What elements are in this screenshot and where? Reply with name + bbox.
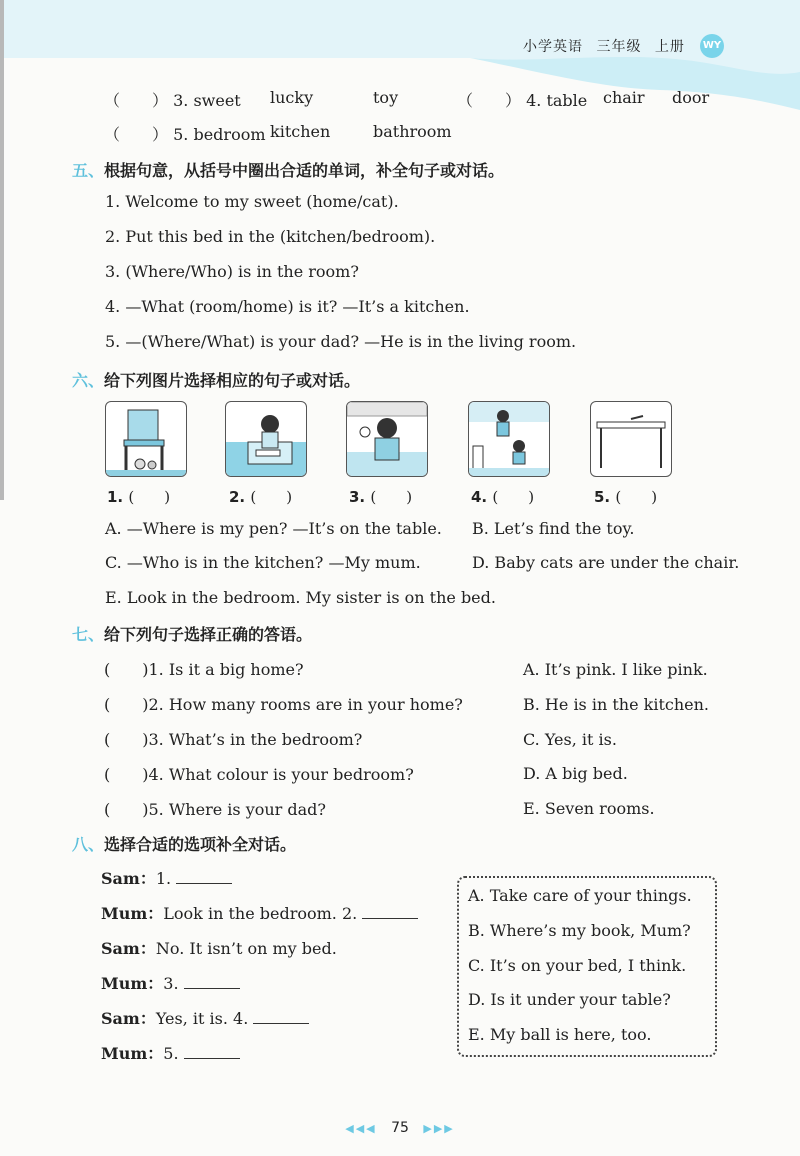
dialogue-option: D. Is it under your table?: [468, 990, 671, 1009]
header-volume: 上册: [654, 39, 685, 55]
dialogue-option: B. Where’s my book, Mum?: [468, 921, 691, 940]
page-footer: [0, 1120, 800, 1136]
sec7-answer: E. Seven rooms.: [523, 799, 655, 818]
answer-paren[interactable]: ( ): [104, 765, 149, 784]
sec5-item: 3. (Where/Who) is in the room?: [105, 262, 359, 281]
answer-blank[interactable]: [176, 869, 232, 884]
sec4-row-5: （ ） 5. bedroom: [104, 125, 266, 144]
sec4-word: lucky: [270, 88, 314, 107]
answer-paren[interactable]: ( ): [104, 695, 149, 714]
sec4-row-3: （ ） 3. sweet: [104, 91, 241, 110]
sec7-answer: C. Yes, it is.: [523, 730, 617, 749]
sec6-option-e: E. Look in the bedroom. My sister is on the bed.: [105, 588, 496, 607]
dialogue-line: Mum：5.: [101, 1041, 240, 1064]
picture-girl-on-bed: [225, 401, 307, 477]
next-arrows-icon: ▶▶▶: [423, 1122, 455, 1135]
section-5-heading: 五、根据句意，从括号中圈出合适的单词，补全句子或对话。: [72, 161, 505, 180]
picture-kids-find-toy: [468, 401, 550, 477]
answer-blank[interactable]: [184, 974, 240, 989]
wy-badge: WY: [700, 34, 724, 58]
answer-paren[interactable]: （ ）: [457, 91, 522, 110]
header-title: [523, 36, 693, 56]
sec7-answer: A. It’s pink. I like pink.: [523, 660, 708, 679]
answer-paren[interactable]: ( ): [104, 730, 149, 749]
sec5-item: 2. Put this bed in the (kitchen/bedroom).: [105, 227, 436, 246]
picture-4-answer[interactable]: 4. ( ): [471, 488, 535, 506]
sec4-word: bathroom: [373, 122, 452, 141]
picture-pen-on-table: [590, 401, 672, 477]
sec4-word: toy: [373, 88, 399, 107]
picture-2-answer[interactable]: 2. ( ): [229, 488, 293, 506]
answer-blank[interactable]: [184, 1044, 240, 1059]
sec7-question: ( )5. Where is your dad?: [104, 800, 326, 819]
picture-mum-in-kitchen: [346, 401, 428, 477]
dialogue-line: Mum：Look in the bedroom. 2.: [101, 901, 418, 924]
dialogue-option: E. My ball is here, too.: [468, 1025, 652, 1044]
answer-paren[interactable]: ( ): [104, 800, 149, 819]
sec6-option-d: D. Baby cats are under the chair.: [472, 553, 740, 572]
sec6-option-b: B. Let’s find the toy.: [472, 519, 635, 538]
section-8-heading: 八、选择合适的选项补全对话。: [72, 835, 297, 854]
sec5-item: 5. —(Where/What) is your dad? —He is in the living room.: [105, 332, 577, 351]
sec7-answer: D. A big bed.: [523, 764, 628, 783]
picture-5-answer[interactable]: 5. ( ): [594, 488, 658, 506]
sec4-row-4: （ ） 4. table: [457, 91, 588, 110]
header-subject: 小学英语: [523, 39, 583, 55]
dialogue-option: A. Take care of your things.: [468, 886, 692, 905]
answer-paren[interactable]: （ ）: [104, 91, 169, 110]
sec4-word: chair: [603, 88, 645, 107]
dialogue-line: Sam：Yes, it is. 4.: [101, 1006, 309, 1029]
dialogue-line: Mum：3.: [101, 971, 240, 994]
sec4-word: kitchen: [270, 122, 331, 141]
prev-arrows-icon: ◀◀◀: [345, 1122, 377, 1135]
sec5-item: 4. —What (room/home) is it? —It’s a kitchen.: [105, 297, 470, 316]
dialogue-line: Sam：No. It isn’t on my bed.: [101, 939, 337, 958]
page-edge: [0, 0, 4, 500]
dialogue-line: Sam：1.: [101, 866, 232, 889]
sec6-option-c: C. —Who is in the kitchen? —My mum.: [105, 553, 421, 572]
sec6-option-a: A. —Where is my pen? —It’s on the table.: [105, 519, 442, 538]
answer-blank[interactable]: [362, 904, 418, 919]
sec4-word: door: [672, 88, 710, 107]
sec7-question: ( )4. What colour is your bedroom?: [104, 765, 414, 784]
header-grade: 三年级: [596, 39, 642, 55]
sec7-answer: B. He is in the kitchen.: [523, 695, 710, 714]
picture-1-answer[interactable]: 1. ( ): [107, 488, 171, 506]
section-6-heading: 六、给下列图片选择相应的句子或对话。: [72, 371, 361, 390]
answer-blank[interactable]: [253, 1009, 309, 1024]
picture-3-answer[interactable]: 3. ( ): [349, 488, 413, 506]
picture-chair-cats: [105, 401, 187, 477]
answer-paren[interactable]: （ ）: [104, 125, 169, 144]
sec7-question: ( )2. How many rooms are in your home?: [104, 695, 463, 714]
section-7-heading: 七、给下列句子选择正确的答语。: [72, 625, 313, 644]
dialogue-option: C. It’s on your bed, I think.: [468, 956, 687, 975]
page-number: 75: [391, 1120, 409, 1136]
sec7-question: ( )1. Is it a big home?: [104, 660, 304, 679]
sec7-question: ( )3. What’s in the bedroom?: [104, 730, 363, 749]
sec5-item: 1. Welcome to my sweet (home/cat).: [105, 192, 399, 211]
answer-paren[interactable]: ( ): [104, 660, 149, 679]
